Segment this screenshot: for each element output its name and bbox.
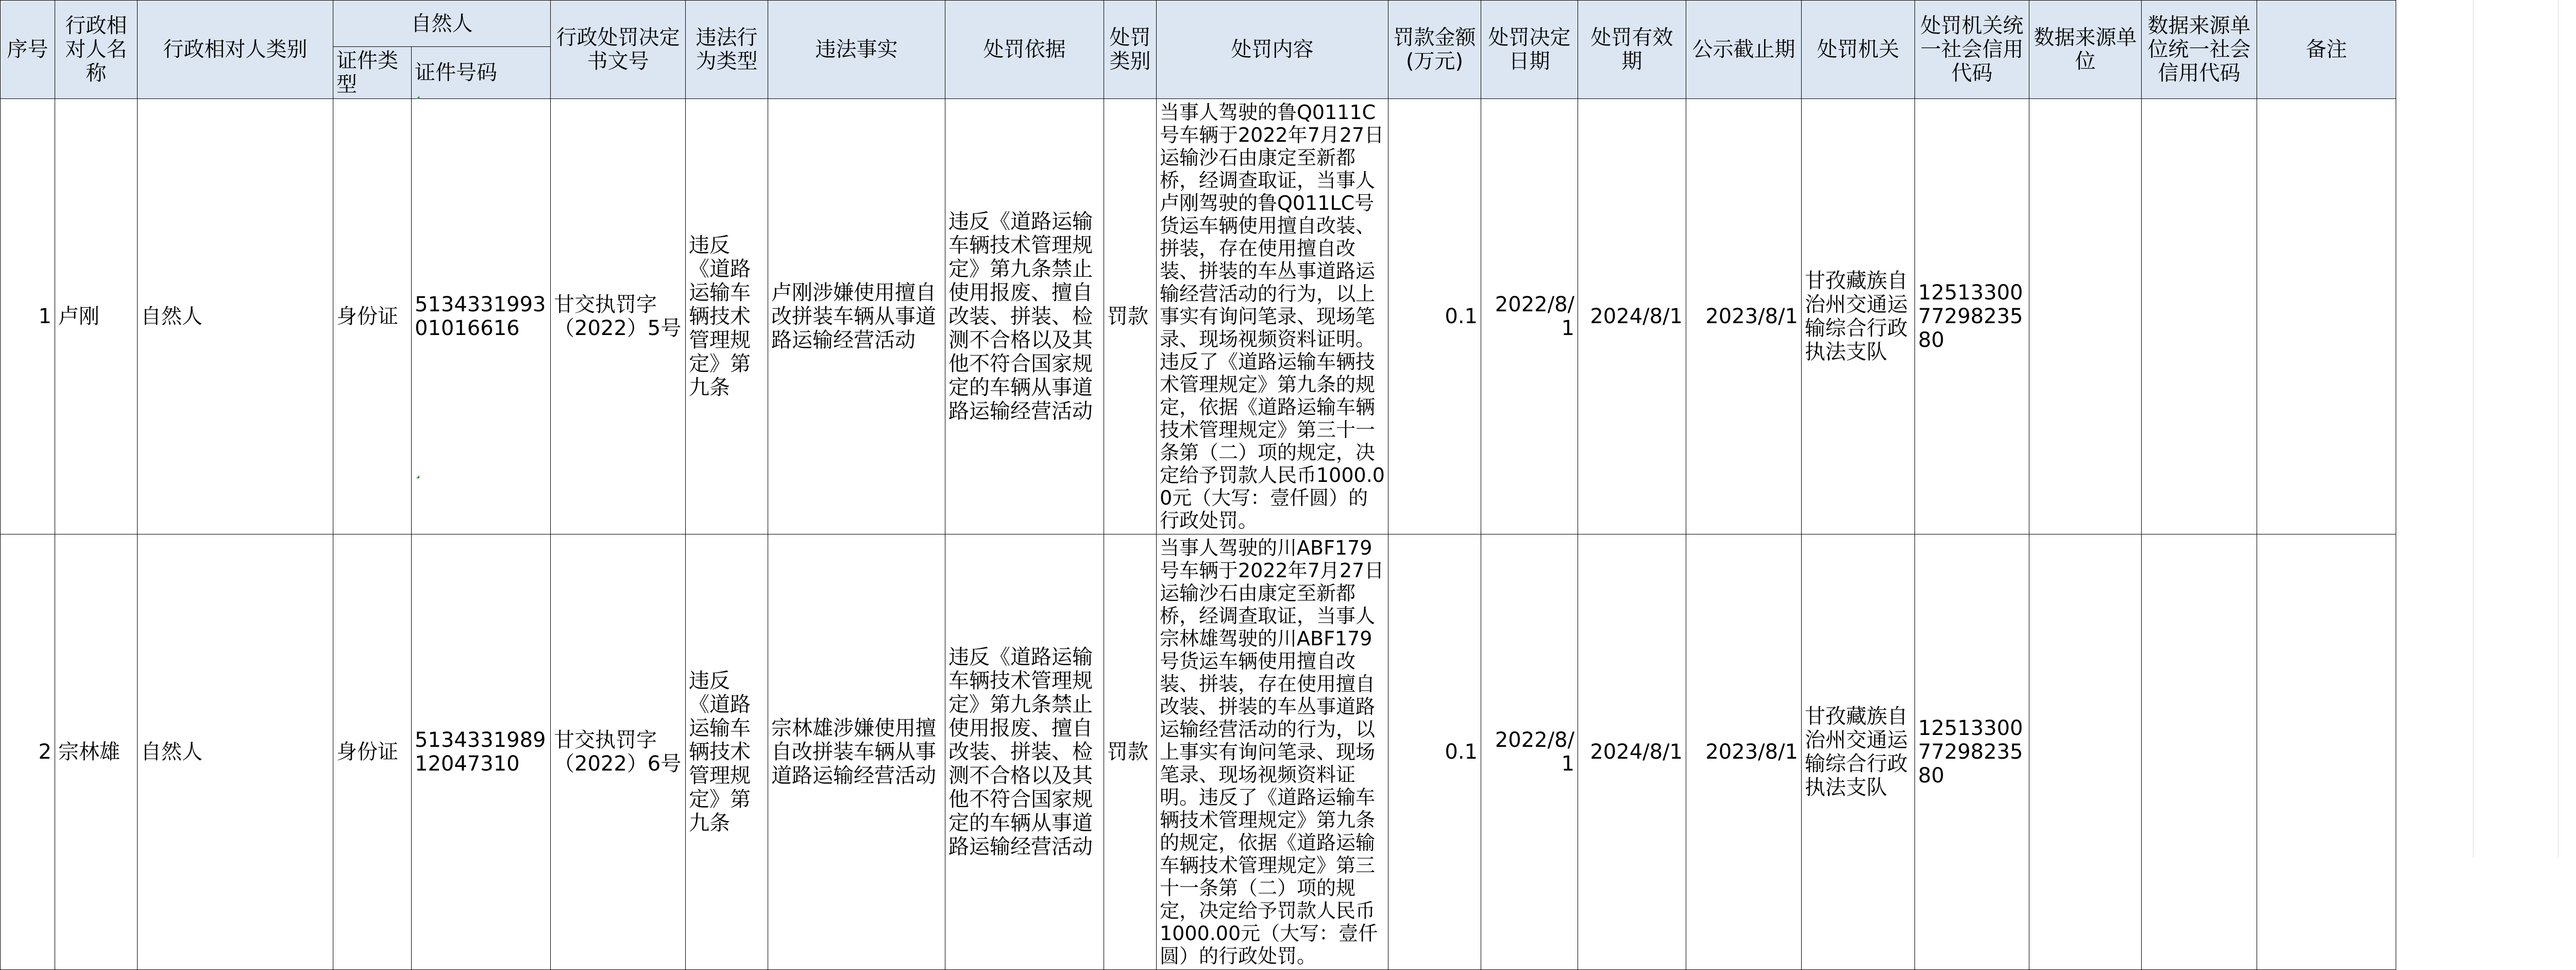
- cell-penalty-category[interactable]: 罚款: [1104, 99, 1157, 534]
- empty-sheet-columns: [2473, 0, 2576, 858]
- header-penalty-category[interactable]: 处罚类别: [1104, 1, 1157, 99]
- cell-source[interactable]: [2029, 99, 2142, 534]
- header-publish-deadline[interactable]: 公示截止期: [1686, 1, 1802, 99]
- header-name[interactable]: 行政相对人名称: [55, 1, 138, 99]
- header-remark[interactable]: 备注: [2257, 1, 2396, 99]
- header-basis[interactable]: 处罚依据: [945, 1, 1104, 99]
- cell-source-code[interactable]: [2142, 534, 2257, 970]
- cell-facts[interactable]: 卢刚涉嫌使用擅自改拼装车辆从事道路运输经营活动: [768, 99, 945, 534]
- cell-category[interactable]: 自然人: [138, 99, 333, 534]
- cell-facts[interactable]: 宗林雄涉嫌使用擅自改拼装车辆从事道路运输经营活动: [768, 534, 945, 970]
- cell-penalty-category[interactable]: 罚款: [1104, 534, 1157, 970]
- header-doc-no[interactable]: 行政处罚决定书文号: [551, 1, 686, 99]
- cell-source-code[interactable]: [2142, 99, 2257, 534]
- header-content[interactable]: 处罚内容: [1157, 1, 1388, 99]
- cell-name[interactable]: 宗林雄: [55, 534, 138, 970]
- header-source-code[interactable]: 数据来源单位统一社会信用代码: [2142, 1, 2257, 99]
- cell-decision-date[interactable]: 2022/8/1: [1481, 534, 1578, 970]
- cell-name[interactable]: 卢刚: [55, 99, 138, 534]
- cell-agency[interactable]: 甘孜藏族自治州交通运输综合行政执法支队: [1802, 99, 1915, 534]
- header-valid-until[interactable]: 处罚有效期: [1578, 1, 1686, 99]
- cell-category[interactable]: 自然人: [138, 534, 333, 970]
- cell-basis[interactable]: 违反《道路运输车辆技术管理规定》第九条禁止使用报废、擅自改装、拼装、检测不合格以及其他不符合国家规定的车辆从事道路运输经营活动: [945, 99, 1104, 534]
- header-category[interactable]: 行政相对人类别: [138, 1, 333, 99]
- cell-agency-code[interactable]: 125133007729823580: [1915, 534, 2029, 970]
- table-row: [1, 534, 2396, 970]
- cell-violation-type[interactable]: 违反《道路运输车辆技术管理规定》第九条: [686, 99, 768, 534]
- cell-basis[interactable]: 违反《道路运输车辆技术管理规定》第九条禁止使用报废、擅自改装、拼装、检测不合格以及其他不符合国家规定的车辆从事道路运输经营活动: [945, 534, 1104, 970]
- header-id-number[interactable]: 证件号码: [412, 47, 551, 99]
- header-seq[interactable]: 序号: [1, 1, 55, 99]
- cell-seq[interactable]: 2: [1, 534, 55, 970]
- header-natural-person[interactable]: 自然人: [333, 1, 551, 47]
- error-indicator-marker: [416, 96, 419, 99]
- cell-doc-no[interactable]: 甘交执罚字（2022）6号: [551, 534, 686, 970]
- header-violation-type[interactable]: 违法行为类型: [686, 1, 768, 99]
- cell-id-number[interactable]: 513433199301016616: [412, 99, 551, 534]
- header-source[interactable]: 数据来源单位: [2029, 1, 2142, 99]
- cell-remark[interactable]: [2257, 99, 2396, 534]
- cell-valid-until[interactable]: 2024/8/1: [1578, 534, 1686, 970]
- cell-remark[interactable]: [2257, 534, 2396, 970]
- cell-seq[interactable]: 1: [1, 99, 55, 534]
- cell-publish-deadline[interactable]: 2023/8/1: [1686, 99, 1802, 534]
- cell-content[interactable]: 当事人驾驶的鲁Q0111C号车辆于2022年7月27日运输沙石由康定至新都桥，经调查取证，当事人卢刚驾驶的鲁Q011LC号货运车辆使用擅自改装、拼装，存在使用擅自改装、拼装的车丛事道路运输经营活动的行为，以上事实有询问笔录、现场笔录、现场视频资料证明。违反了《道路运输车辆技术管理规定》第九条的规定，依据《道路运输车辆技术管理规定》第三十一条第（二）项的规定，决定给予罚款人民币1000.00元（大写：壹仟圆）的行政处罚。: [1157, 99, 1388, 534]
- cell-source[interactable]: [2029, 534, 2142, 970]
- cell-doc-no[interactable]: 甘交执罚字（2022）5号: [551, 99, 686, 534]
- cell-id-number[interactable]: 513433198912047310: [412, 534, 551, 970]
- cell-amount[interactable]: 0.1: [1388, 99, 1481, 534]
- cell-agency[interactable]: 甘孜藏族自治州交通运输综合行政执法支队: [1802, 534, 1915, 970]
- header-agency[interactable]: 处罚机关: [1802, 1, 1915, 99]
- cell-publish-deadline[interactable]: 2023/8/1: [1686, 534, 1802, 970]
- cell-amount[interactable]: 0.1: [1388, 534, 1481, 970]
- error-indicator-marker: [416, 475, 419, 478]
- cell-id-type[interactable]: 身份证: [333, 534, 412, 970]
- cell-violation-type[interactable]: 违反《道路运输车辆技术管理规定》第九条: [686, 534, 768, 970]
- cell-id-type[interactable]: 身份证: [333, 99, 412, 534]
- cell-decision-date[interactable]: 2022/8/1: [1481, 99, 1578, 534]
- header-decision-date[interactable]: 处罚决定日期: [1481, 1, 1578, 99]
- cell-valid-until[interactable]: 2024/8/1: [1578, 99, 1686, 534]
- cell-agency-code[interactable]: 125133007729823580: [1915, 99, 2029, 534]
- header-amount[interactable]: 罚款金额(万元): [1388, 1, 1481, 99]
- header-facts[interactable]: 违法事实: [768, 1, 945, 99]
- header-agency-code[interactable]: 处罚机关统一社会信用代码: [1915, 1, 2029, 99]
- header-id-type[interactable]: 证件类型: [333, 47, 412, 99]
- table-row: [1, 99, 2396, 534]
- cell-content[interactable]: 当事人驾驶的川ABF179号车辆于2022年7月27日运输沙石由康定至新都桥，经调查取证，当事人宗林雄驾驶的川ABF179号货运车辆使用擅自改装、拼装，存在使用擅自改装、拼装的车丛事道路运输经营活动的行为，以上事实有询问笔录、现场笔录、现场视频资料证明。违反了《道路运输车辆技术管理规定》第九条的规定，依据《道路运输车辆技术管理规定》第三十一条第（二）项的规定，决定给予罚款人民币1000.00元（大写：壹仟圆）的行政处罚。: [1157, 534, 1388, 970]
